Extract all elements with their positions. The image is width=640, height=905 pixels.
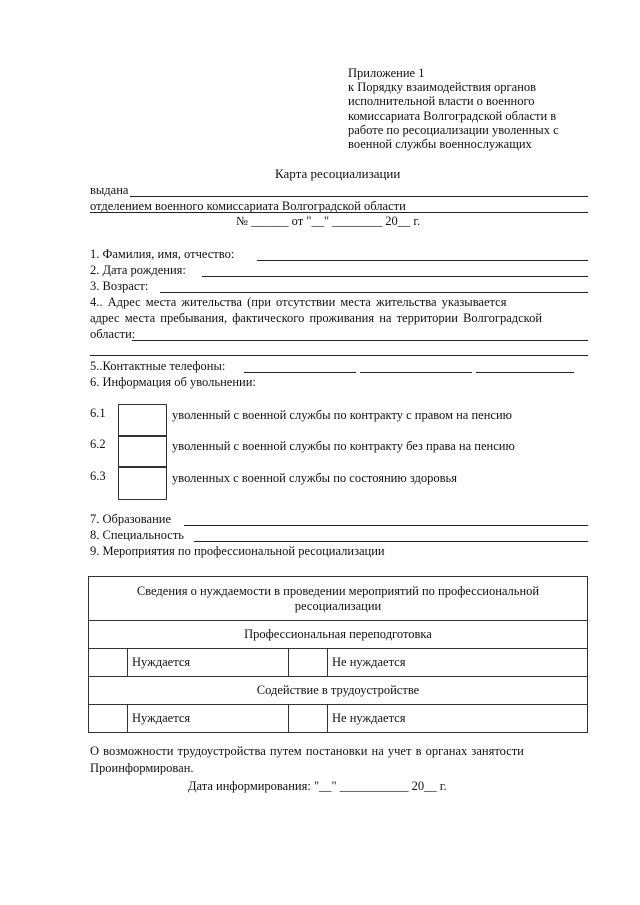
appendix-header-line: к Порядку взаимодействия органов bbox=[348, 80, 537, 95]
issued-by-text: отделением военного комиссариата Волгоградской области bbox=[90, 199, 406, 213]
field-phones-label: 5..Контактные телефоны: bbox=[90, 359, 226, 373]
appendix-header-line: военной службы военнослужащих bbox=[348, 137, 532, 152]
retraining-no-needs-label: Не нуждается bbox=[328, 649, 588, 677]
footer-employment-info: О возможности трудоустройства путем постановки на учет в органах занятости bbox=[90, 744, 524, 758]
appendix-header bbox=[348, 66, 559, 151]
needs-section-employment: Содействие в трудоустройстве bbox=[89, 677, 588, 705]
issued-by-underline bbox=[90, 212, 588, 213]
field-address-input-2[interactable] bbox=[90, 355, 588, 356]
field-age-input[interactable] bbox=[160, 292, 588, 293]
employment-needs-checkbox[interactable] bbox=[89, 705, 128, 733]
field-address-input[interactable] bbox=[132, 340, 588, 341]
field-education-input[interactable] bbox=[184, 525, 588, 526]
field-address-label-end: области: bbox=[90, 327, 136, 341]
field-full-name-input[interactable] bbox=[257, 260, 588, 261]
field-full-name-label: 1. Фамилия, имя, отчество: bbox=[90, 247, 235, 261]
needs-table-header: Сведения о нуждаемости в проведении мероприятий по профессиональной ресоциализации bbox=[89, 577, 588, 621]
issued-label: выдана bbox=[90, 183, 129, 197]
retraining-needs-label: Нуждается bbox=[128, 649, 289, 677]
footer-inform-date: Дата информирования: "__" ___________ 20__ г. bbox=[188, 779, 447, 793]
dismissal-checkbox-6-2[interactable] bbox=[118, 435, 167, 468]
issued-to-field[interactable] bbox=[130, 196, 588, 197]
dismissal-number: 6.1 bbox=[90, 406, 106, 420]
employment-no-needs-label: Не нуждается bbox=[328, 705, 588, 733]
issue-number-date: № ______ от "__" ________ 20__ г. bbox=[236, 214, 421, 228]
appendix-header-line: комиссариата Волгоградской области в bbox=[348, 108, 557, 123]
document-title: Карта ресоциализации bbox=[275, 166, 401, 181]
field-age-label: 3. Возраст: bbox=[90, 279, 149, 293]
appendix-header-line: Приложение 1 bbox=[348, 66, 425, 80]
field-birth-date-label: 2. Дата рождения: bbox=[90, 263, 186, 277]
needs-table bbox=[88, 576, 588, 733]
employment-no-needs-checkbox[interactable] bbox=[289, 705, 328, 733]
retraining-needs-checkbox[interactable] bbox=[89, 649, 128, 677]
appendix-header-line: исполнительной власти о военного bbox=[348, 94, 535, 109]
field-education-label: 7. Образование bbox=[90, 512, 172, 526]
field-birth-date-input[interactable] bbox=[202, 276, 588, 277]
appendix-header-line: работе по ресоциализации уволенных с bbox=[348, 122, 559, 137]
dismissal-option-text: уволенный с военной службы по контракту с правом на пенсию bbox=[172, 408, 512, 422]
field-address-label-cont: адрес места пребывания, фактического проживания на территории Волгоградской bbox=[90, 311, 543, 325]
dismissal-checkbox-6-1[interactable] bbox=[118, 404, 167, 437]
field-dismissal-label: 6. Информация об увольнении: bbox=[90, 375, 256, 389]
field-address-label: 4.. Адрес места жительства (при отсутствии места жительства указывается bbox=[90, 295, 507, 309]
dismissal-checkbox-6-3[interactable] bbox=[118, 466, 167, 500]
dismissal-option-text: уволенных с военной службы по состоянию здоровья bbox=[172, 471, 457, 485]
dismissal-option-text: уволенный с военной службы по контракту без права на пенсию bbox=[172, 439, 515, 453]
needs-section-retraining: Профессиональная переподготовка bbox=[89, 621, 588, 649]
field-phone-1-input[interactable] bbox=[244, 372, 356, 373]
field-specialty-label: 8. Специальность bbox=[90, 528, 185, 542]
field-activities-label: 9. Мероприятия по профессиональной ресоциализации bbox=[90, 544, 385, 558]
field-phone-3-input[interactable] bbox=[476, 372, 574, 373]
field-specialty-input[interactable] bbox=[194, 541, 588, 542]
dismissal-number: 6.3 bbox=[90, 469, 106, 483]
employment-needs-label: Нуждается bbox=[128, 705, 289, 733]
footer-informed: Проинформирован. bbox=[90, 761, 194, 775]
field-phone-2-input[interactable] bbox=[360, 372, 472, 373]
dismissal-number: 6.2 bbox=[90, 437, 106, 451]
retraining-no-needs-checkbox[interactable] bbox=[289, 649, 328, 677]
